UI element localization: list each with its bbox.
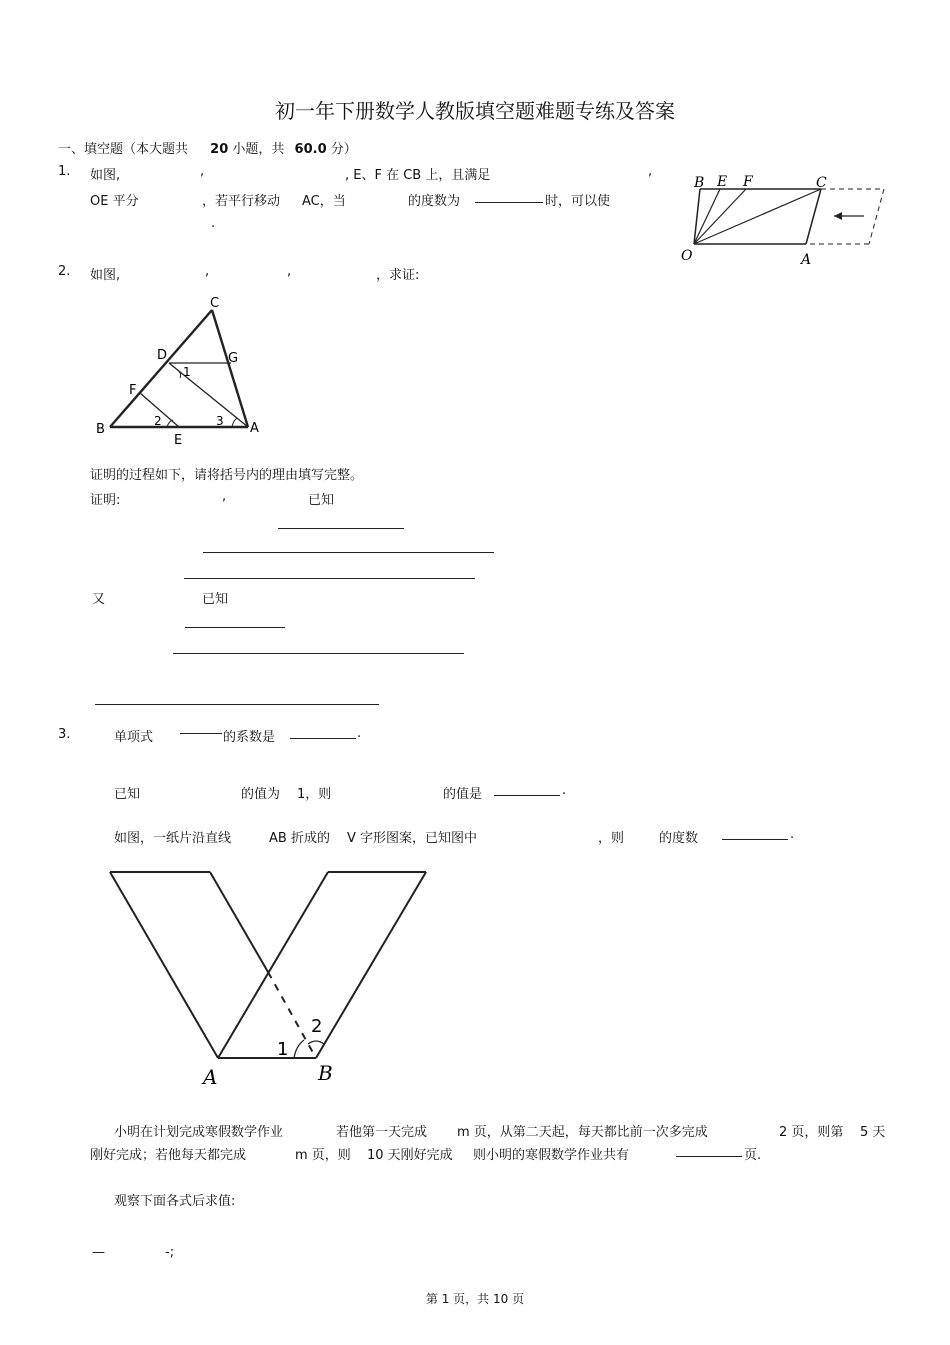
page-title: 初一年下册数学人教版填空题难题专练及答案	[275, 99, 675, 123]
q3-d-text-1c: m 页，从第二天起，每天都比前一次多完成	[457, 1125, 708, 1140]
q2-blank-4[interactable]	[185, 627, 285, 628]
q2-prove: ，求证:	[376, 268, 420, 283]
q3-d-text-2e: 页.	[744, 1148, 762, 1163]
q1-label-A: A	[801, 252, 812, 268]
q1-text-1b: ,	[200, 164, 205, 179]
q3-f-dash: —	[92, 1245, 105, 1260]
q3-number: 3.	[58, 727, 71, 742]
q3-b-blank[interactable]	[494, 783, 560, 796]
q2-proof-label: 证明:	[90, 493, 121, 508]
q3-b-one: 1，则	[297, 787, 332, 802]
q1-text-1a: 如图,	[90, 168, 121, 183]
q3-d-text-1b: 若他第一天完成	[336, 1125, 428, 1140]
q1-text-2c: AC，当	[302, 194, 346, 209]
q3-angle-1: 1	[277, 1039, 289, 1060]
q1-text-2b: ，若平行移动	[202, 194, 281, 209]
section-score: 60.0	[294, 142, 327, 157]
q1-number: 1.	[58, 164, 71, 179]
q2-known-1: 已知	[308, 493, 335, 508]
q1-text-2d: 的度数为	[408, 194, 461, 209]
q3-c-deg: 的度数	[659, 831, 699, 846]
q3-c-end: .	[790, 827, 795, 842]
q2-blank-3[interactable]	[184, 578, 475, 579]
q2-blank-1[interactable]	[278, 528, 404, 529]
q2-label-B: B	[96, 422, 105, 437]
q3-label-B: B	[318, 1061, 333, 1085]
q1-text-2a: OE 平分	[90, 194, 139, 209]
q2-proof-intro: 证明的过程如下，请将括号内的理由填写完整。	[90, 468, 364, 483]
section-header	[58, 138, 357, 157]
q2-label-F: F	[129, 383, 137, 398]
q1-text-3: .	[211, 216, 216, 231]
q2-label-E: E	[174, 433, 183, 448]
q2-you: 又	[92, 592, 106, 607]
section-suffix: 分）	[330, 142, 357, 157]
q3-b-mid: 的值为	[241, 787, 281, 802]
q2-figure	[94, 294, 264, 446]
q3-angle-2: 2	[311, 1016, 323, 1037]
q1-label-C: C	[816, 175, 827, 191]
q1-figure	[676, 172, 891, 270]
q3-a-end: .	[357, 726, 362, 741]
q3-c-then: ，则	[598, 831, 625, 846]
q2-label-A: A	[250, 421, 259, 436]
q3-d-text-2d: 则小明的寒假数学作业共有	[473, 1148, 630, 1163]
q1-text-2e: 时，可以使	[545, 194, 611, 209]
q2-known-2: 已知	[202, 592, 229, 607]
q3-d-blank[interactable]	[676, 1144, 742, 1157]
q3-c-v: V 字形图案，已知图中	[347, 831, 478, 846]
q2-blank-6[interactable]	[95, 704, 379, 705]
q3-c-ab: AB 折成的	[269, 831, 330, 846]
q2-number: 2.	[58, 264, 71, 279]
q2-proof-comma: ,	[222, 489, 227, 504]
q2-label-G: G	[228, 351, 239, 366]
q3-v-figure	[100, 862, 435, 1092]
q3-d-text-1d: 2 页，则第	[779, 1125, 844, 1140]
q2-blank-2[interactable]	[203, 552, 494, 553]
q2-angle-3: 3	[216, 414, 224, 428]
q3-monomial-label: 单项式	[114, 730, 154, 745]
q3-coefficient-text: 的系数是	[223, 730, 276, 745]
q3-e-text: 观察下面各式后求值:	[114, 1194, 236, 1209]
q1-label-E: E	[717, 174, 728, 190]
q3-f-end: -;	[165, 1245, 175, 1260]
q1-text-1d: ,	[648, 164, 653, 179]
section-count: 20	[210, 142, 229, 157]
q2-angle-1: 1	[183, 365, 191, 379]
q3-c-text: 如图，一纸片沿直线	[114, 831, 232, 846]
q1-label-F: F	[743, 174, 753, 190]
q2-label-D: D	[157, 348, 168, 363]
q3-b-known: 已知	[114, 787, 141, 802]
q3-d-text-1a: 小明在计划完成寒假数学作业	[114, 1125, 284, 1140]
q1-label-B: B	[694, 175, 705, 191]
q1-text-1c: , E、F 在 CB 上，且满足	[345, 168, 491, 183]
q3-coefficient-blank[interactable]	[290, 726, 356, 739]
q3-d-text-2a: 刚好完成；若他每天都完成	[90, 1148, 247, 1163]
q3-d-text-1e: 5 天	[860, 1125, 886, 1140]
q2-blank-5[interactable]	[173, 653, 464, 654]
q2-comma-1: ,	[205, 264, 210, 279]
q2-text: 如图,	[90, 268, 121, 283]
q2-angle-2: 2	[154, 414, 162, 428]
page-footer: 第 1 页，共 10 页	[425, 1292, 525, 1306]
q2-comma-2: ,	[287, 264, 292, 279]
section-prefix: 一、填空题（本大题共	[58, 142, 189, 157]
q3-d-text-2c: 10 天刚好完成	[367, 1148, 453, 1163]
q3-d-text-2b: m 页，则	[295, 1148, 351, 1163]
q2-label-C: C	[210, 296, 220, 311]
q3-label-A: A	[203, 1065, 218, 1089]
q3-c-blank[interactable]	[722, 827, 788, 840]
q3-fraction-bar	[180, 733, 222, 734]
q1-answer-blank[interactable]	[475, 190, 543, 203]
q3-b-end: .	[562, 783, 567, 798]
section-mid: 小题，共	[232, 142, 285, 157]
q1-label-O: O	[681, 248, 693, 264]
q3-b-value: 的值是	[443, 787, 483, 802]
